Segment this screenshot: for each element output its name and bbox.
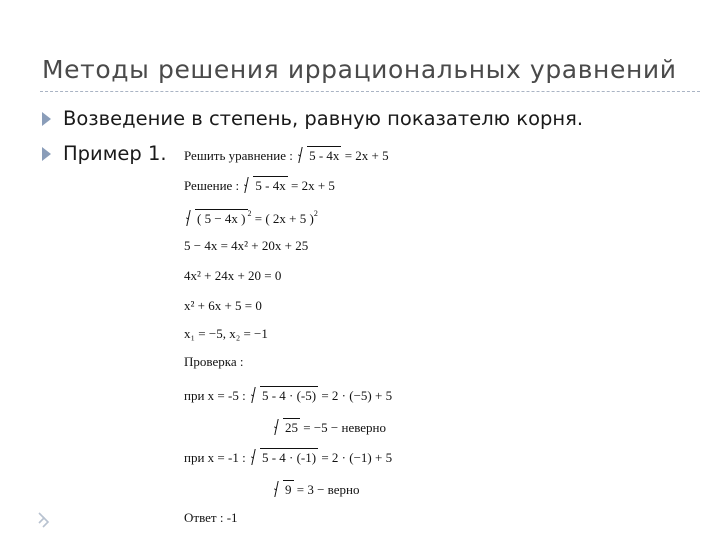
solution-rhs: = 2x + 5 (291, 178, 335, 193)
squared-line (184, 206, 318, 227)
check2-lhs: при x = -1 : (184, 450, 246, 465)
check1-lhs: при x = -5 : (184, 388, 246, 403)
bullet-text: Возведение в степень, равную показателю корня. (63, 107, 584, 130)
quadratic-line-1: 4x² + 24x + 20 = 0 (184, 268, 282, 283)
solution-label: Решение : (184, 178, 240, 193)
check1-result-line (272, 418, 386, 436)
sqrt-icon (251, 448, 318, 466)
roots-line: x₁ = −5, x₂ = −1 (184, 326, 268, 341)
squared-rhs: = ( 2x + 5 ) (254, 211, 314, 226)
bullet-arrow-icon (42, 147, 51, 161)
sqrt-icon (244, 176, 287, 194)
slide-corner-icon (38, 512, 50, 528)
solution-radicand: 5 - 4x (255, 178, 286, 193)
sqrt-icon (186, 209, 248, 227)
exponent: 2 (247, 209, 252, 218)
check2-result-line (272, 480, 359, 498)
exponent: 2 (313, 209, 318, 218)
quadratic-line-2: x² + 6x + 5 = 0 (184, 298, 262, 313)
expanded-line: 5 − 4x = 4x² + 20x + 25 (184, 238, 309, 253)
title-divider (40, 91, 700, 92)
sqrt-icon (298, 146, 341, 164)
bullet-text: Пример 1. (63, 142, 167, 165)
bullet-item-2 (42, 142, 167, 165)
check2-result-radicand: 9 (285, 482, 292, 497)
sqrt-icon (251, 386, 318, 404)
problem-line (184, 146, 389, 164)
check1-rhs: = 2 · (−5) + 5 (321, 388, 393, 403)
check2-rhs: = 2 · (−1) + 5 (321, 450, 393, 465)
check1-result: = −5 − неверно (303, 420, 387, 435)
problem-radicand: 5 - 4x (309, 148, 340, 163)
check2-line (184, 448, 392, 466)
bullet-item-1 (42, 107, 583, 130)
problem-rhs: = 2x + 5 (344, 148, 389, 163)
check1-line (184, 386, 392, 404)
sqrt-icon (274, 480, 294, 498)
bullet-arrow-icon (42, 112, 51, 126)
check-label: Проверка : (184, 354, 244, 369)
answer-line: Ответ : -1 (184, 510, 238, 525)
solution-line (184, 176, 335, 194)
sqrt-icon (274, 418, 300, 436)
check2-radicand: 5 - 4 · (-1) (261, 450, 317, 465)
problem-label: Решить уравнение : (184, 148, 293, 163)
squared-lhs: ( 5 − 4x ) (197, 211, 246, 226)
check2-result: = 3 − верно (296, 482, 360, 497)
check1-radicand: 5 - 4 · (-5) (261, 388, 317, 403)
slide-title: Методы решения иррациональных уравнений (42, 55, 677, 84)
check1-result-radicand: 25 (285, 420, 298, 435)
